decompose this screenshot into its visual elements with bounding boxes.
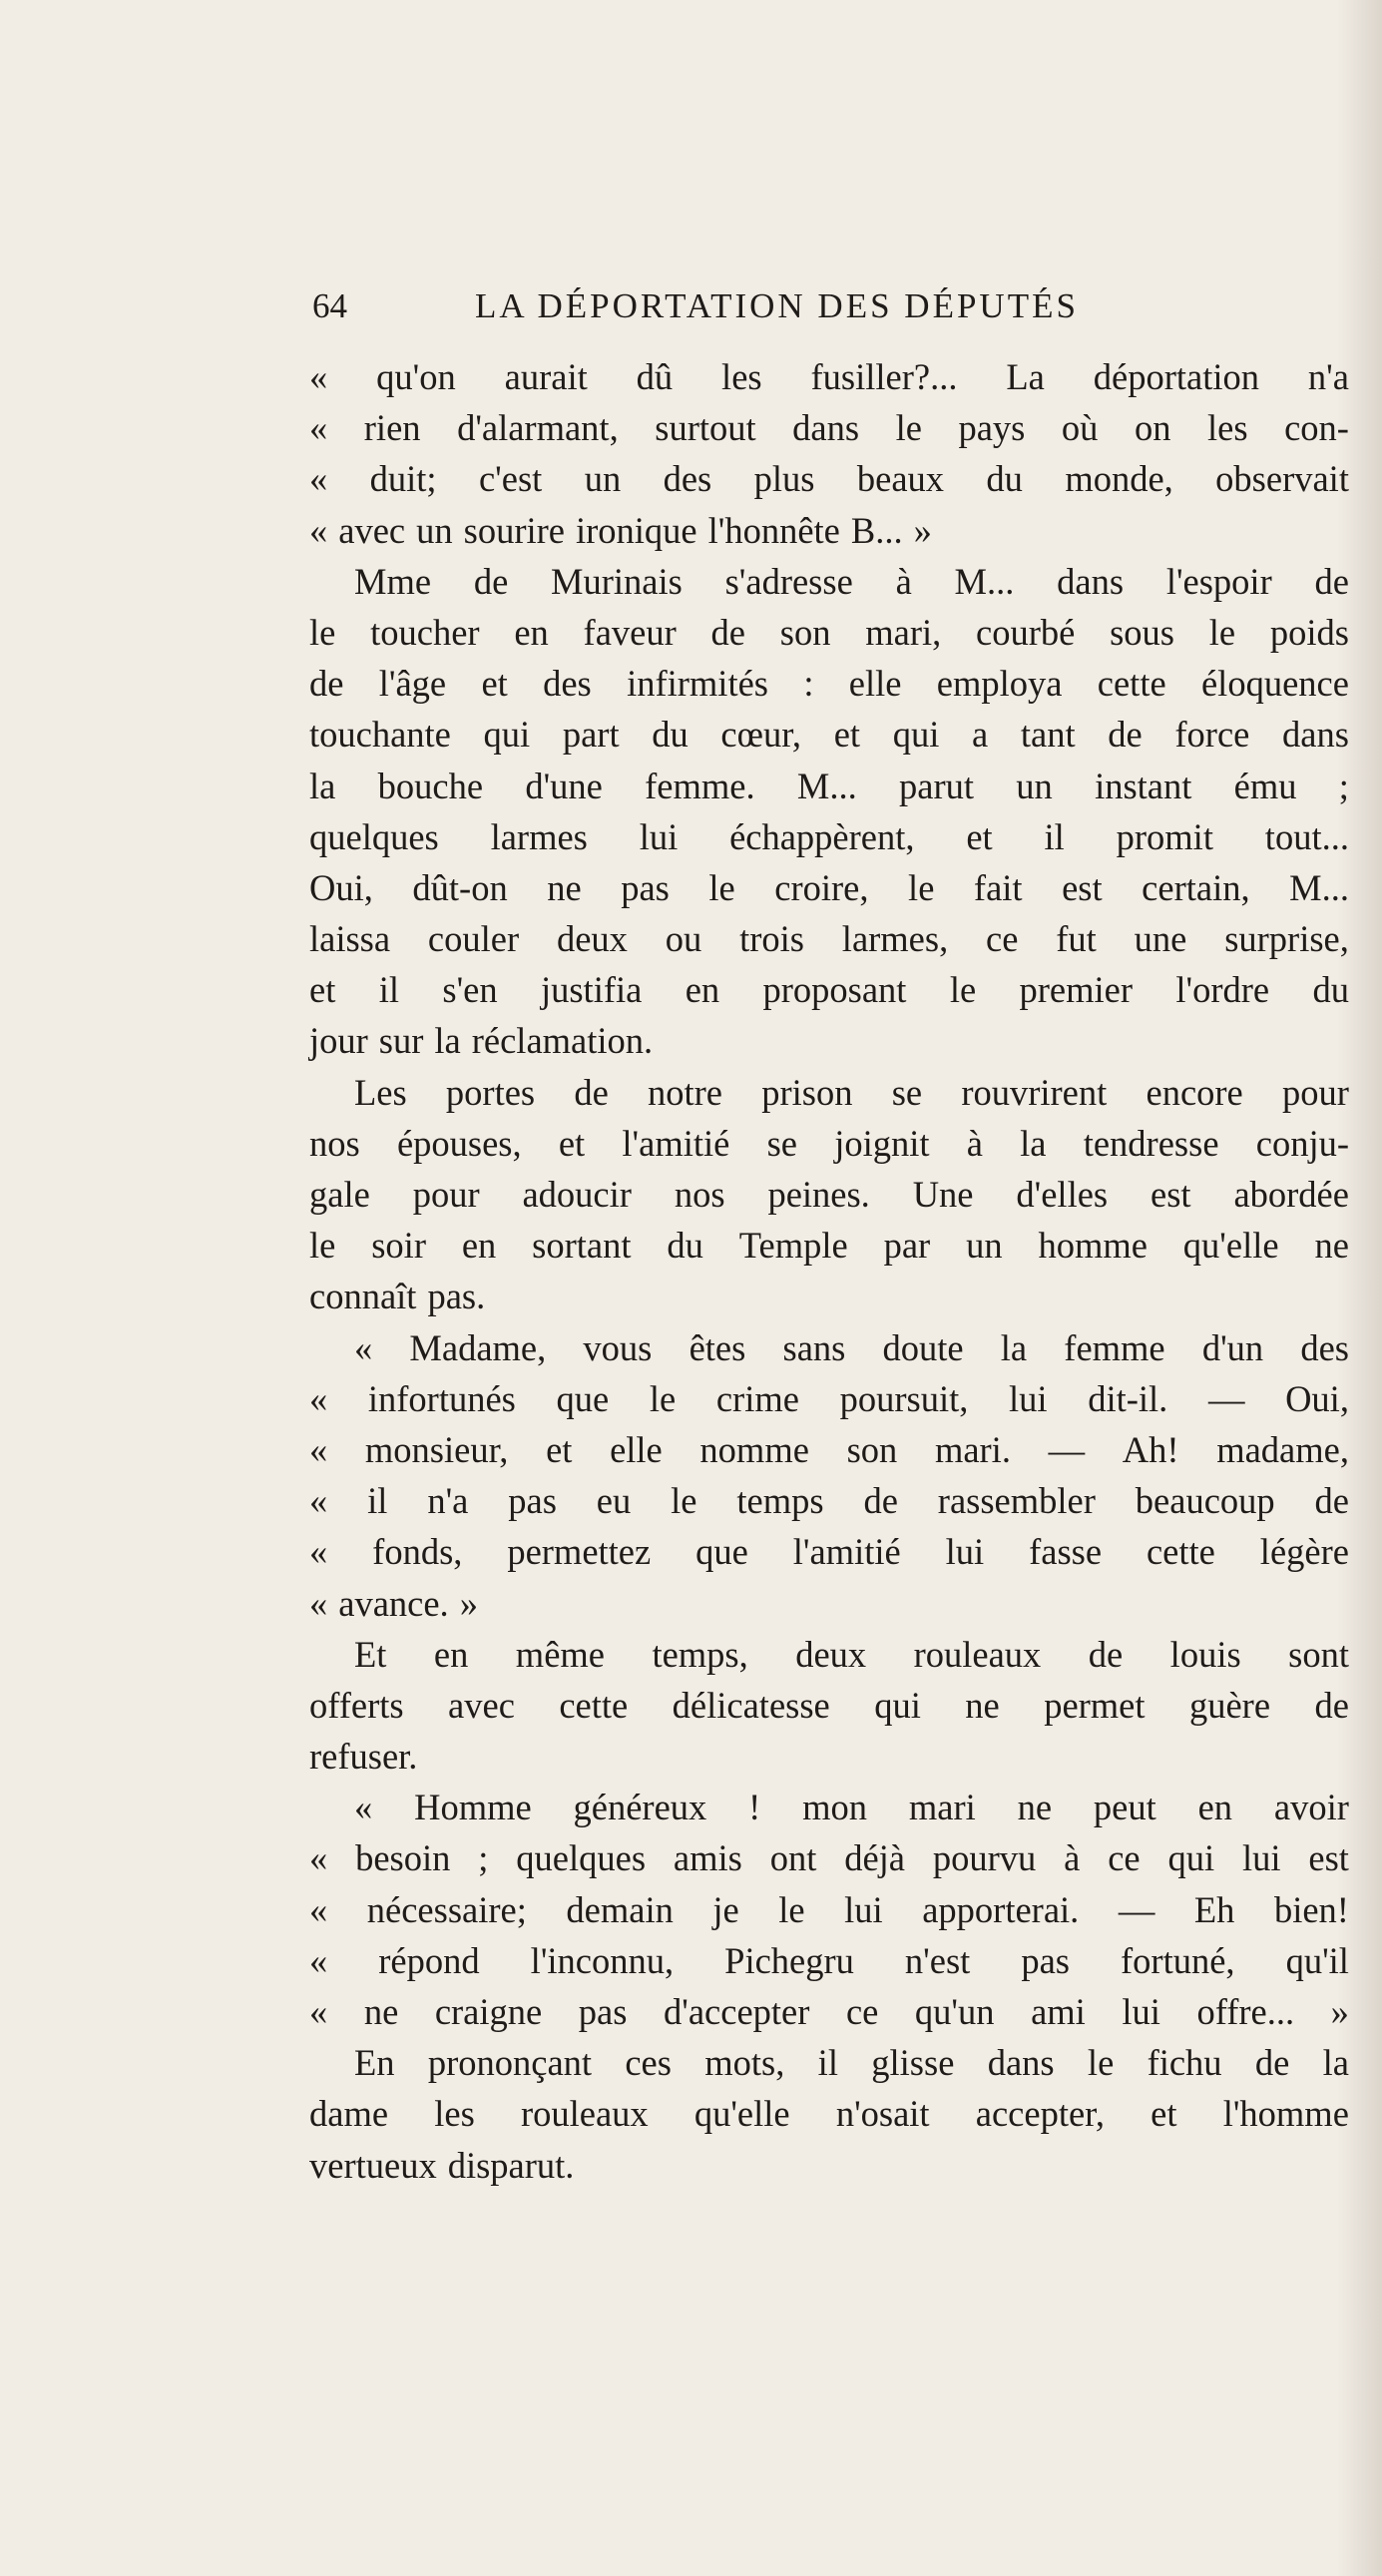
text-line: refuser. (309, 1736, 418, 1778)
text-line: « rien d'alarmant, surtout dans le pays où on les con- (309, 407, 1349, 449)
text-line: la bouche d'une femme. M... parut un instant ému ; (309, 765, 1349, 806)
text-line: « besoin ; quelques amis ont déjà pourvu à ce qui lui est (309, 1837, 1349, 1879)
text-line: « fonds, permettez que l'amitié lui fasse cette légère (309, 1531, 1349, 1573)
text-line: laissa couler deux ou trois larmes, ce fut une surprise, (309, 918, 1349, 960)
text-line: « monsieur, et elle nomme son mari. — Ah! madame, (309, 1428, 1349, 1470)
text-line: « avec un sourire ironique l'honnête B... » (309, 509, 932, 551)
text-line: « duit; c'est un des plus beaux du monde, observait (309, 458, 1349, 500)
text-line: « il n'a pas eu le temps de rassembler beaucoup de (309, 1480, 1349, 1522)
page-number: 64 (312, 286, 347, 325)
text-line: Et en même temps, deux rouleaux de louis sont (354, 1633, 1349, 1675)
text-line: jour sur la réclamation. (309, 1020, 654, 1062)
text-line: « infortunés que le crime poursuit, lui dit-il. — Oui, (309, 1377, 1349, 1419)
text-line: « ne craigne pas d'accepter ce qu'un ami lui offre... » (309, 1991, 1349, 2032)
text-line: En prononçant ces mots, il glisse dans le fichu de la (354, 2042, 1349, 2084)
text-line: « Homme généreux ! mon mari ne peut en avoir (354, 1787, 1349, 1828)
page-header (312, 281, 1350, 331)
running-title: LA DÉPORTATION DES DÉPUTÉS (475, 286, 1079, 325)
text-line: « avance. » (309, 1582, 478, 1624)
text-line: de l'âge et des infirmités : elle employa cette éloquence (309, 663, 1349, 705)
text-line: Mme de Murinais s'adresse à M... dans l'espoir de (354, 560, 1349, 602)
text-line: « qu'on aurait dû les fusiller?... La déportation n'a (309, 356, 1349, 397)
text-line: vertueux disparut. (309, 2144, 575, 2186)
text-line: et il s'en justifia en proposant le premier l'ordre du (309, 969, 1349, 1011)
text-line: quelques larmes lui échappèrent, et il promit tout... (309, 815, 1349, 857)
text-line: « répond l'inconnu, Pichegru n'est pas fortuné, qu'il (309, 1939, 1349, 1981)
text-line: le soir en sortant du Temple par un homme qu'elle ne (309, 1225, 1349, 1267)
text-line: « Madame, vous êtes sans doute la femme d'un des (354, 1326, 1349, 1368)
text-line: touchante qui part du cœur, et qui a tant de force dans (309, 714, 1349, 756)
text-line: nos épouses, et l'amitié se joignit à la tendresse conju- (309, 1122, 1349, 1164)
text-line: gale pour adoucir nos peines. Une d'elles est abordée (309, 1174, 1349, 1215)
text-line: Les portes de notre prison se rouvrirent encore pour (354, 1071, 1349, 1113)
text-line: le toucher en faveur de son mari, courbé sous le poids (309, 611, 1349, 653)
text-line: offerts avec cette délicatesse qui ne permet guère de (309, 1684, 1349, 1726)
text-line: « nécessaire; demain je le lui apporterai. — Eh bien! (309, 1888, 1349, 1930)
text-line: Oui, dût-on ne pas le croire, le fait est certain, M... (309, 866, 1349, 908)
text-line: dame les rouleaux qu'elle n'osait accepter, et l'homme (309, 2093, 1349, 2135)
body-text (309, 351, 1349, 2191)
text-line: connaît pas. (309, 1276, 486, 1317)
